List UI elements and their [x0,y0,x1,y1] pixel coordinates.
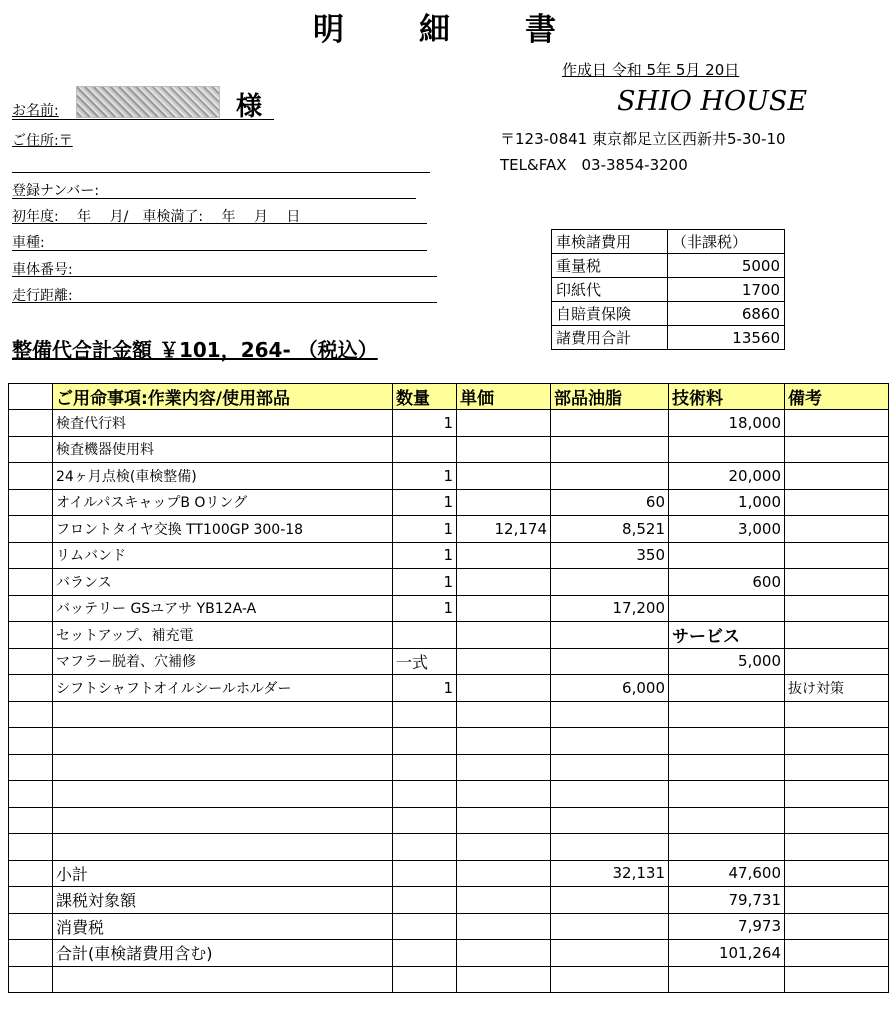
fee-value: 1700 [668,278,785,302]
parts-cell: 6,000 [551,675,669,702]
table-row [9,834,889,861]
row-number-cell [9,542,53,569]
unit-price-cell [457,701,551,728]
unit-price-cell [457,966,551,993]
unit-price-cell [457,807,551,834]
note-cell [785,940,889,967]
item-cell: 24ヶ月点検(車検整備) [53,463,393,490]
summary-parts: 32,131 [551,860,669,887]
row-number-cell [9,754,53,781]
summary-parts [551,966,669,993]
qty-cell [393,436,457,463]
qty-cell: 1 [393,410,457,437]
vehicle-type-line [12,250,427,251]
item-cell [53,807,393,834]
row-number-cell [9,622,53,649]
note-cell [785,781,889,808]
table-row [9,410,889,437]
fees-header-note: （非課税） [668,230,785,254]
item-cell: シフトシャフトオイルシールホルダー [53,675,393,702]
note-cell [785,516,889,543]
qty-cell [393,781,457,808]
qty-cell: 1 [393,516,457,543]
unit-price-cell [457,436,551,463]
table-row [9,754,889,781]
item-cell [53,781,393,808]
parts-cell [551,622,669,649]
summary-row [9,860,889,887]
honorific: 様 [236,92,263,122]
header-labor: 技術料 [669,384,785,410]
name-underline [12,119,274,120]
qty-cell: 1 [393,675,457,702]
labor-cell [669,701,785,728]
labor-cell [669,542,785,569]
qty-cell [393,622,457,649]
parts-cell [551,728,669,755]
header-item: ご用命事項:作業内容/使用部品 [53,384,393,410]
row-number-cell [9,489,53,516]
row-number-cell [9,463,53,490]
parts-cell: 60 [551,489,669,516]
item-cell: バッテリー GSユアサ YB12A-A [53,595,393,622]
parts-cell [551,463,669,490]
item-cell: セットアップ、補充電 [53,622,393,649]
summary-labor: 47,600 [669,860,785,887]
summary-labor: 101,264 [669,940,785,967]
mileage-label: 走行距離: [12,288,73,304]
unit-price-cell [457,887,551,914]
header-unit-price: 単価 [457,384,551,410]
qty-cell [393,728,457,755]
note-cell [785,489,889,516]
registration-label: 登録ナンバー: [12,183,100,199]
shop-tel: TEL&FAX 03-3854-3200 [500,156,688,174]
fees-header-label: 車検諸費用 [552,230,668,254]
creation-date: 作成日 令和 5年 5月 20日 [562,61,740,79]
labor-cell: 20,000 [669,463,785,490]
unit-price-cell [457,754,551,781]
labor-cell: 3,000 [669,516,785,543]
item-cell: 検査代行料 [53,410,393,437]
parts-cell [551,410,669,437]
parts-cell [551,569,669,596]
note-cell [785,754,889,781]
row-number-cell [9,913,53,940]
summary-parts [551,887,669,914]
fee-label: 自賠責保険 [552,302,668,326]
table-row [9,436,889,463]
item-cell: バランス [53,569,393,596]
item-cell [53,701,393,728]
header-note: 備考 [785,384,889,410]
item-cell: オイルパスキャップB Oリング [53,489,393,516]
row-number-cell [9,675,53,702]
note-cell [785,728,889,755]
unit-price-cell [457,622,551,649]
labor-cell [669,436,785,463]
qty-cell: 1 [393,595,457,622]
row-number-cell [9,648,53,675]
item-cell: フロントタイヤ交換 TT100GP 300-18 [53,516,393,543]
table-row [9,675,889,702]
note-cell [785,410,889,437]
note-cell [785,966,889,993]
row-number-cell [9,595,53,622]
parts-cell [551,701,669,728]
table-header-row [9,384,889,410]
labor-cell [669,807,785,834]
parts-cell [551,436,669,463]
note-cell [785,436,889,463]
row-number-cell [9,728,53,755]
note-cell [785,807,889,834]
unit-price-cell [457,781,551,808]
note-cell [785,542,889,569]
parts-cell [551,754,669,781]
item-cell [53,728,393,755]
labor-cell: 5,000 [669,648,785,675]
summary-labor: 79,731 [669,887,785,914]
labor-cell: 1,000 [669,489,785,516]
unit-price-cell [457,463,551,490]
table-row [9,728,889,755]
note-cell [785,701,889,728]
labor-cell [669,754,785,781]
unit-price-cell: 12,174 [457,516,551,543]
table-row [9,781,889,808]
row-number-cell [9,410,53,437]
summary-label [53,966,393,993]
fee-label: 印紙代 [552,278,668,302]
unit-price-cell [457,410,551,437]
row-number-cell [9,834,53,861]
qty-cell [393,834,457,861]
fee-value: 6860 [668,302,785,326]
labor-cell [669,728,785,755]
summary-label: 消費税 [53,913,393,940]
unit-price-cell [457,728,551,755]
qty-cell: 一式 [393,648,457,675]
vehicle-type-label: 車種: [12,235,45,251]
summary-label: 合計(車検諸費用含む) [53,940,393,967]
unit-price-cell [457,542,551,569]
table-row [9,463,889,490]
qty-cell [393,887,457,914]
labor-cell [669,595,785,622]
address-label: ご住所:〒 [12,133,73,149]
row-number-cell [9,516,53,543]
registration-line [12,198,416,199]
name-label: お名前: [12,103,59,119]
unit-price-cell [457,913,551,940]
note-cell [785,595,889,622]
note-cell [785,622,889,649]
qty-cell [393,701,457,728]
unit-price-cell [457,595,551,622]
first-year-line [12,223,427,224]
row-number-cell [9,887,53,914]
body-number-label: 車体番号: [12,262,73,278]
labor-cell [669,675,785,702]
note-cell [785,913,889,940]
summary-row [9,913,889,940]
qty-cell [393,940,457,967]
row-number-cell [9,781,53,808]
table-row [9,701,889,728]
item-cell [53,834,393,861]
row-number-cell [9,569,53,596]
table-row [9,569,889,596]
fee-value: 5000 [668,254,785,278]
mileage-line [12,302,437,303]
summary-parts [551,913,669,940]
unit-price-cell [457,648,551,675]
unit-price-cell [457,940,551,967]
qty-cell [393,860,457,887]
total-amount: 整備代合計金額 ￥101，264- （税込） [12,338,378,362]
summary-label: 小計 [53,860,393,887]
note-cell [785,834,889,861]
note-cell [785,648,889,675]
shop-address: 〒123-0841 東京都足立区西新井5-30-10 [500,130,786,148]
item-cell: リムバンド [53,542,393,569]
document-title: 明 細 書 [313,12,578,48]
table-row [9,595,889,622]
inspection-fees-table [551,229,785,350]
qty-cell [393,913,457,940]
labor-cell: 18,000 [669,410,785,437]
table-row [9,516,889,543]
summary-labor [669,966,785,993]
parts-cell: 8,521 [551,516,669,543]
summary-label: 課税対象額 [53,887,393,914]
summary-labor: 7,973 [669,913,785,940]
row-number-cell [9,940,53,967]
labor-cell: 600 [669,569,785,596]
row-number-cell [9,701,53,728]
qty-cell: 1 [393,569,457,596]
qty-cell [393,807,457,834]
table-row [9,807,889,834]
unit-price-cell [457,675,551,702]
row-number-cell [9,807,53,834]
fee-label: 重量税 [552,254,668,278]
header-parts: 部品油脂 [551,384,669,410]
summary-row [9,887,889,914]
note-cell [785,887,889,914]
unit-price-cell [457,489,551,516]
parts-cell [551,781,669,808]
fee-label: 諸費用合計 [552,326,668,350]
redacted-name [76,86,220,118]
note-cell [785,463,889,490]
summary-row [9,940,889,967]
note-cell [785,569,889,596]
labor-cell [669,834,785,861]
shop-name: SHIO HOUSE [617,86,808,117]
unit-price-cell [457,569,551,596]
row-number-cell [9,860,53,887]
item-cell: 検査機器使用料 [53,436,393,463]
parts-cell [551,834,669,861]
row-number-cell [9,966,53,993]
first-year-label: 初年度: 年 月/ 車検満了: 年 月 日 [12,209,301,225]
qty-cell: 1 [393,542,457,569]
note-cell [785,860,889,887]
note-cell: 抜け対策 [785,675,889,702]
fee-value: 13560 [668,326,785,350]
row-number-header [9,384,53,410]
qty-cell: 1 [393,489,457,516]
unit-price-cell [457,834,551,861]
header-qty: 数量 [393,384,457,410]
labor-cell: サービス [669,622,785,649]
labor-cell [669,781,785,808]
table-row [9,648,889,675]
qty-cell: 1 [393,463,457,490]
table-row [9,489,889,516]
unit-price-cell [457,860,551,887]
table-row [9,622,889,649]
item-cell: マフラー脱着、穴補修 [53,648,393,675]
work-detail-table [8,383,889,993]
parts-cell: 17,200 [551,595,669,622]
qty-cell [393,754,457,781]
parts-cell [551,648,669,675]
parts-cell: 350 [551,542,669,569]
row-number-cell [9,436,53,463]
summary-row [9,966,889,993]
summary-parts [551,940,669,967]
body-number-line [12,276,437,277]
table-row [9,542,889,569]
qty-cell [393,966,457,993]
item-cell [53,754,393,781]
address-line [12,172,430,173]
parts-cell [551,807,669,834]
